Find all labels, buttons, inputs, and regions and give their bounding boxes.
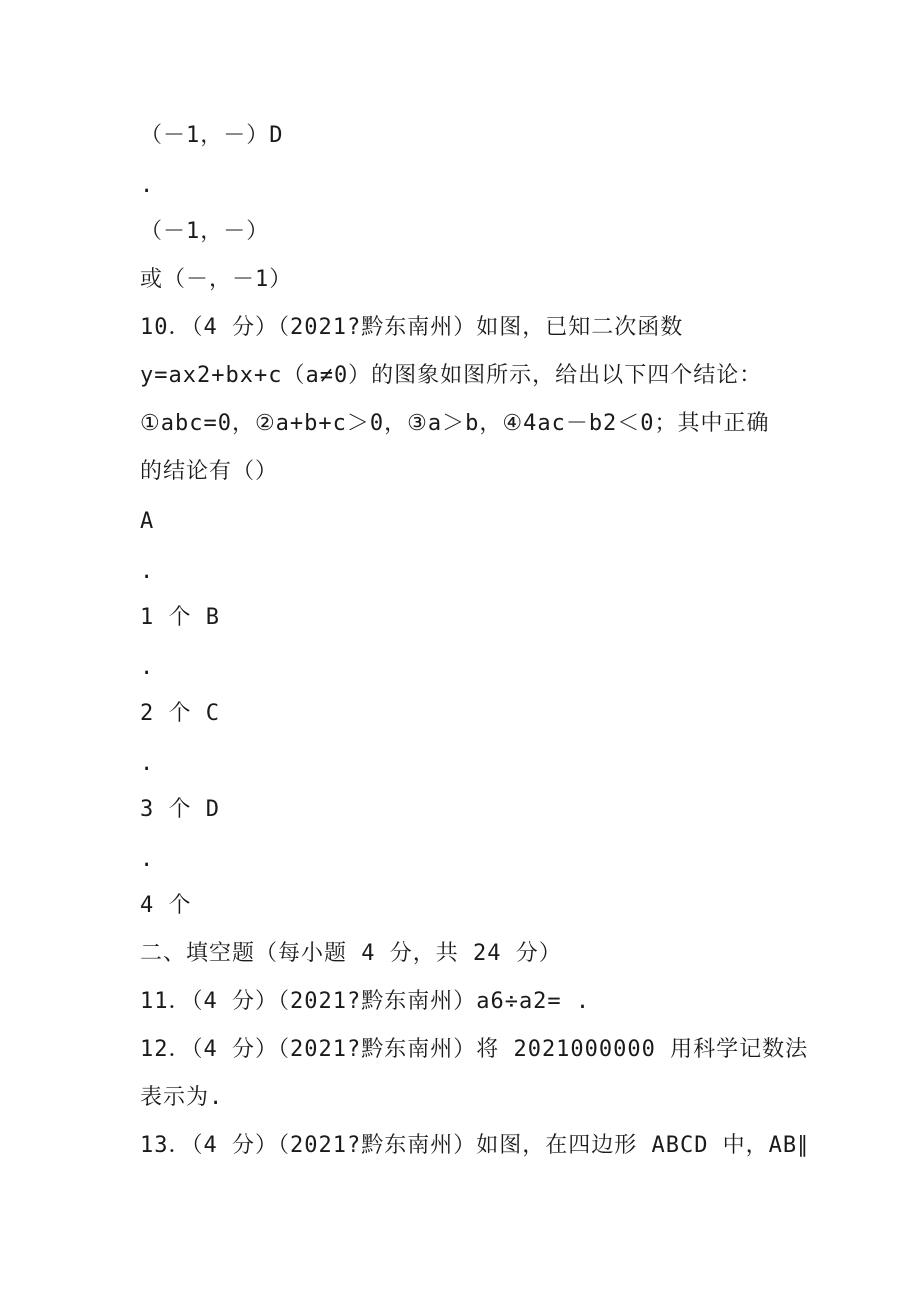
- question-10-line-2: y=ax2+bx+c（a≠0）的图象如图所示，给出以下四个结论：: [140, 363, 763, 388]
- question-10-line-1: 10．（4 分）（2021?黔东南州）如图，已知二次函数: [140, 315, 684, 340]
- question-10-option-b: 1 个 B: [140, 605, 220, 630]
- question-10-option-d: 3 个 D: [140, 797, 220, 822]
- question-10-option-a-label: A: [140, 509, 155, 534]
- question-13-line-1: 13．（4 分）（2021?黔东南州）如图，在四边形 ABCD 中，AB∥: [140, 1133, 810, 1158]
- option-c-text: （－1，－）D: [140, 123, 284, 148]
- section-heading-fill-in: 二、填空题（每小题 4 分，共 24 分）: [140, 941, 562, 966]
- option-dot: .: [140, 655, 155, 680]
- question-10-option-d-value: 4 个: [140, 893, 192, 918]
- option-dot: .: [140, 173, 155, 198]
- question-10-line-3: ①abc=0，②a+b+c＞0，③a＞b，④4ac－b2＜0；其中正确: [140, 411, 770, 436]
- question-11: 11．（4 分）（2021?黔东南州）a6÷a2= .: [140, 989, 591, 1014]
- option-d-text: （－1，－）: [140, 219, 270, 244]
- option-dot: .: [140, 847, 155, 872]
- option-d-text-continued: 或（－，－1）: [140, 267, 293, 292]
- option-dot: .: [140, 559, 155, 584]
- question-10-line-4: 的结论有（）: [140, 459, 279, 484]
- question-10-option-c: 2 个 C: [140, 701, 220, 726]
- question-12-line-1: 12．（4 分）（2021?黔东南州）将 2021000000 用科学记数法: [140, 1037, 809, 1062]
- question-12-line-2: 表示为.: [140, 1085, 224, 1110]
- option-dot: .: [140, 751, 155, 776]
